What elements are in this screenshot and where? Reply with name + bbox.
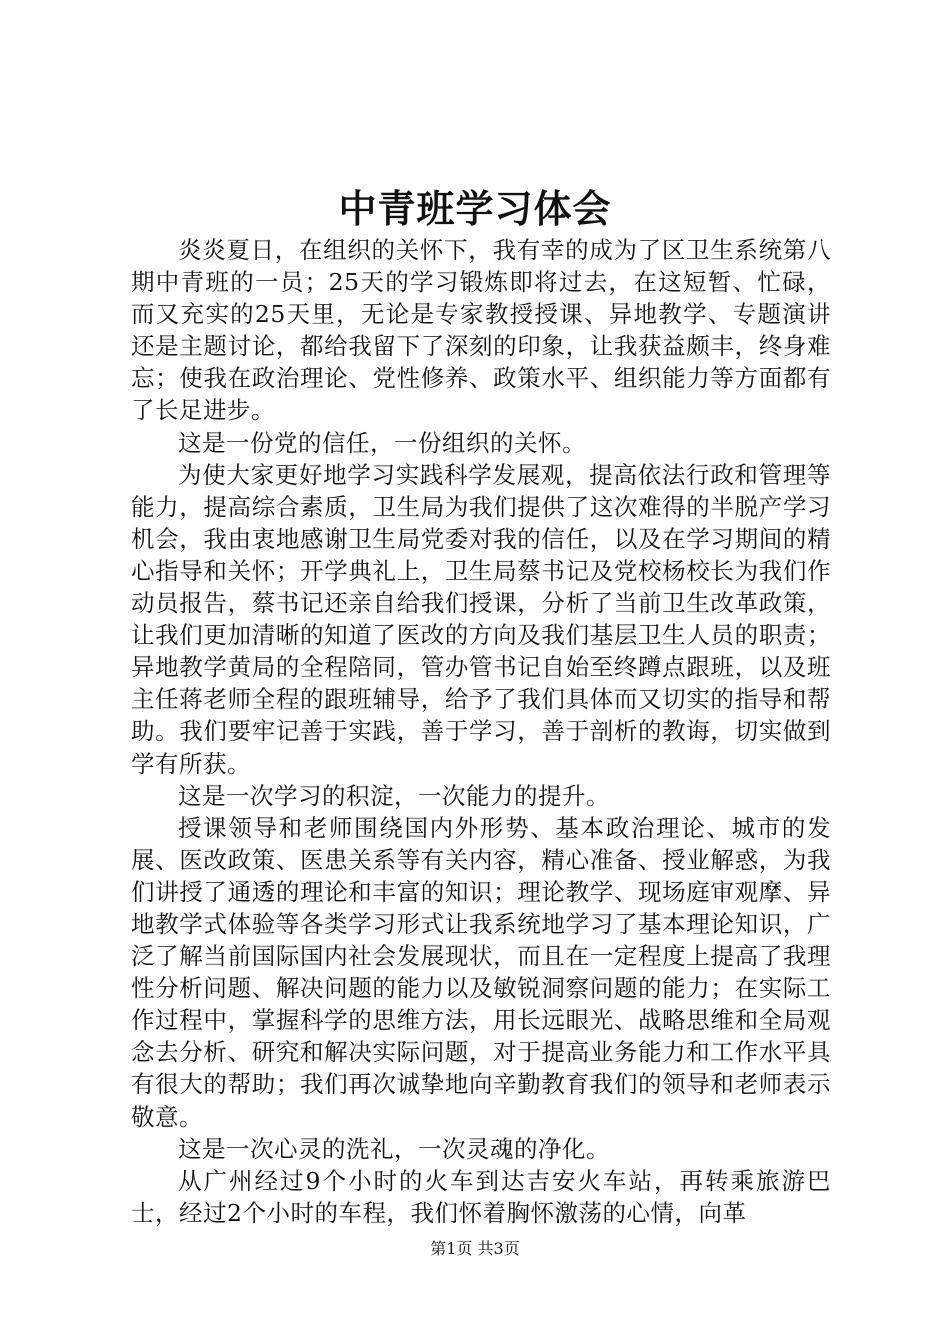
page-footer: 第1页 共3页 bbox=[430, 1239, 520, 1258]
paragraph: 这是一次学习的积淀，一次能力的提升。 bbox=[178, 781, 610, 810]
document-title: 中青班学习体会 bbox=[338, 186, 612, 231]
paragraph: 这是一次心灵的洗礼，一次灵魂的净化。 bbox=[178, 1134, 610, 1163]
paragraph: 炎炎夏日，在组织的关怀下，我有幸的成为了区卫生系统第八期中青班的一员；25天的学习锻炼即将过去，在这短暂、忙碌，而又充实的25天里，无论是专家教授授课、异地教学、专题演讲还是主题讨论，都给我留下了深刻的印象，让我获益颇丰，终身难忘；使我在政治理论、党性修养、政策水平、组织能力等方面都有了长足进步。 bbox=[131, 236, 831, 425]
paragraph: 授课领导和老师围绕国内外形势、基本政治理论、城市的发展、医改政策、医患关系等有关内容，精心准备、授业解惑，为我们讲授了通透的理论和丰富的知识；理论教学、现场庭审观摩、异地教学式体验等各类学习形式让我系统地学习了基本理论知识，广泛了解当前国际国内社会发展现状，而且在一定程度上提高了我理性分析问题、解决问题的能力以及敏锐洞察问题的能力；在实际工作过程中，掌握科学的思维方法，用长远眼光、战略思维和全局观念去分析、研究和解决实际问题，对于提高业务能力和工作水平具有很大的帮助；我们再次诚挚地向辛勤教育我们的领导和老师表示敬意。 bbox=[131, 813, 831, 1131]
paragraph: 为使大家更好地学习实践科学发展观，提高依法行政和管理等能力，提高综合素质，卫生局为我们提供了这次难得的半脱产学习机会，我由衷地感谢卫生局党委对我的信任，以及在学习期间的精心指导和关怀；开学典礼上，卫生局蔡书记及党校杨校长为我们作动员报告，蔡书记还亲自给我们授课，分析了当前卫生改革政策，让我们更加清晰的知道了医改的方向及我们基层卫生人员的职责；异地教学黄局的全程陪同，管办管书记自始至终蹲点跟班，以及班主任蒋老师全程的跟班辅导，给予了我们具体而又切实的指导和帮助。我们要牢记善于实践，善于学习，善于剖析的教诲，切实做到学有所获。 bbox=[131, 460, 831, 778]
paragraph: 这是一份党的信任，一份组织的关怀。 bbox=[178, 428, 586, 457]
document-body bbox=[131, 234, 831, 1229]
paragraph: 从广州经过9个小时的火车到达吉安火车站，再转乘旅游巴士，经过2个小时的车程，我们怀着胸怀激荡的心情，向革 bbox=[131, 1166, 831, 1227]
